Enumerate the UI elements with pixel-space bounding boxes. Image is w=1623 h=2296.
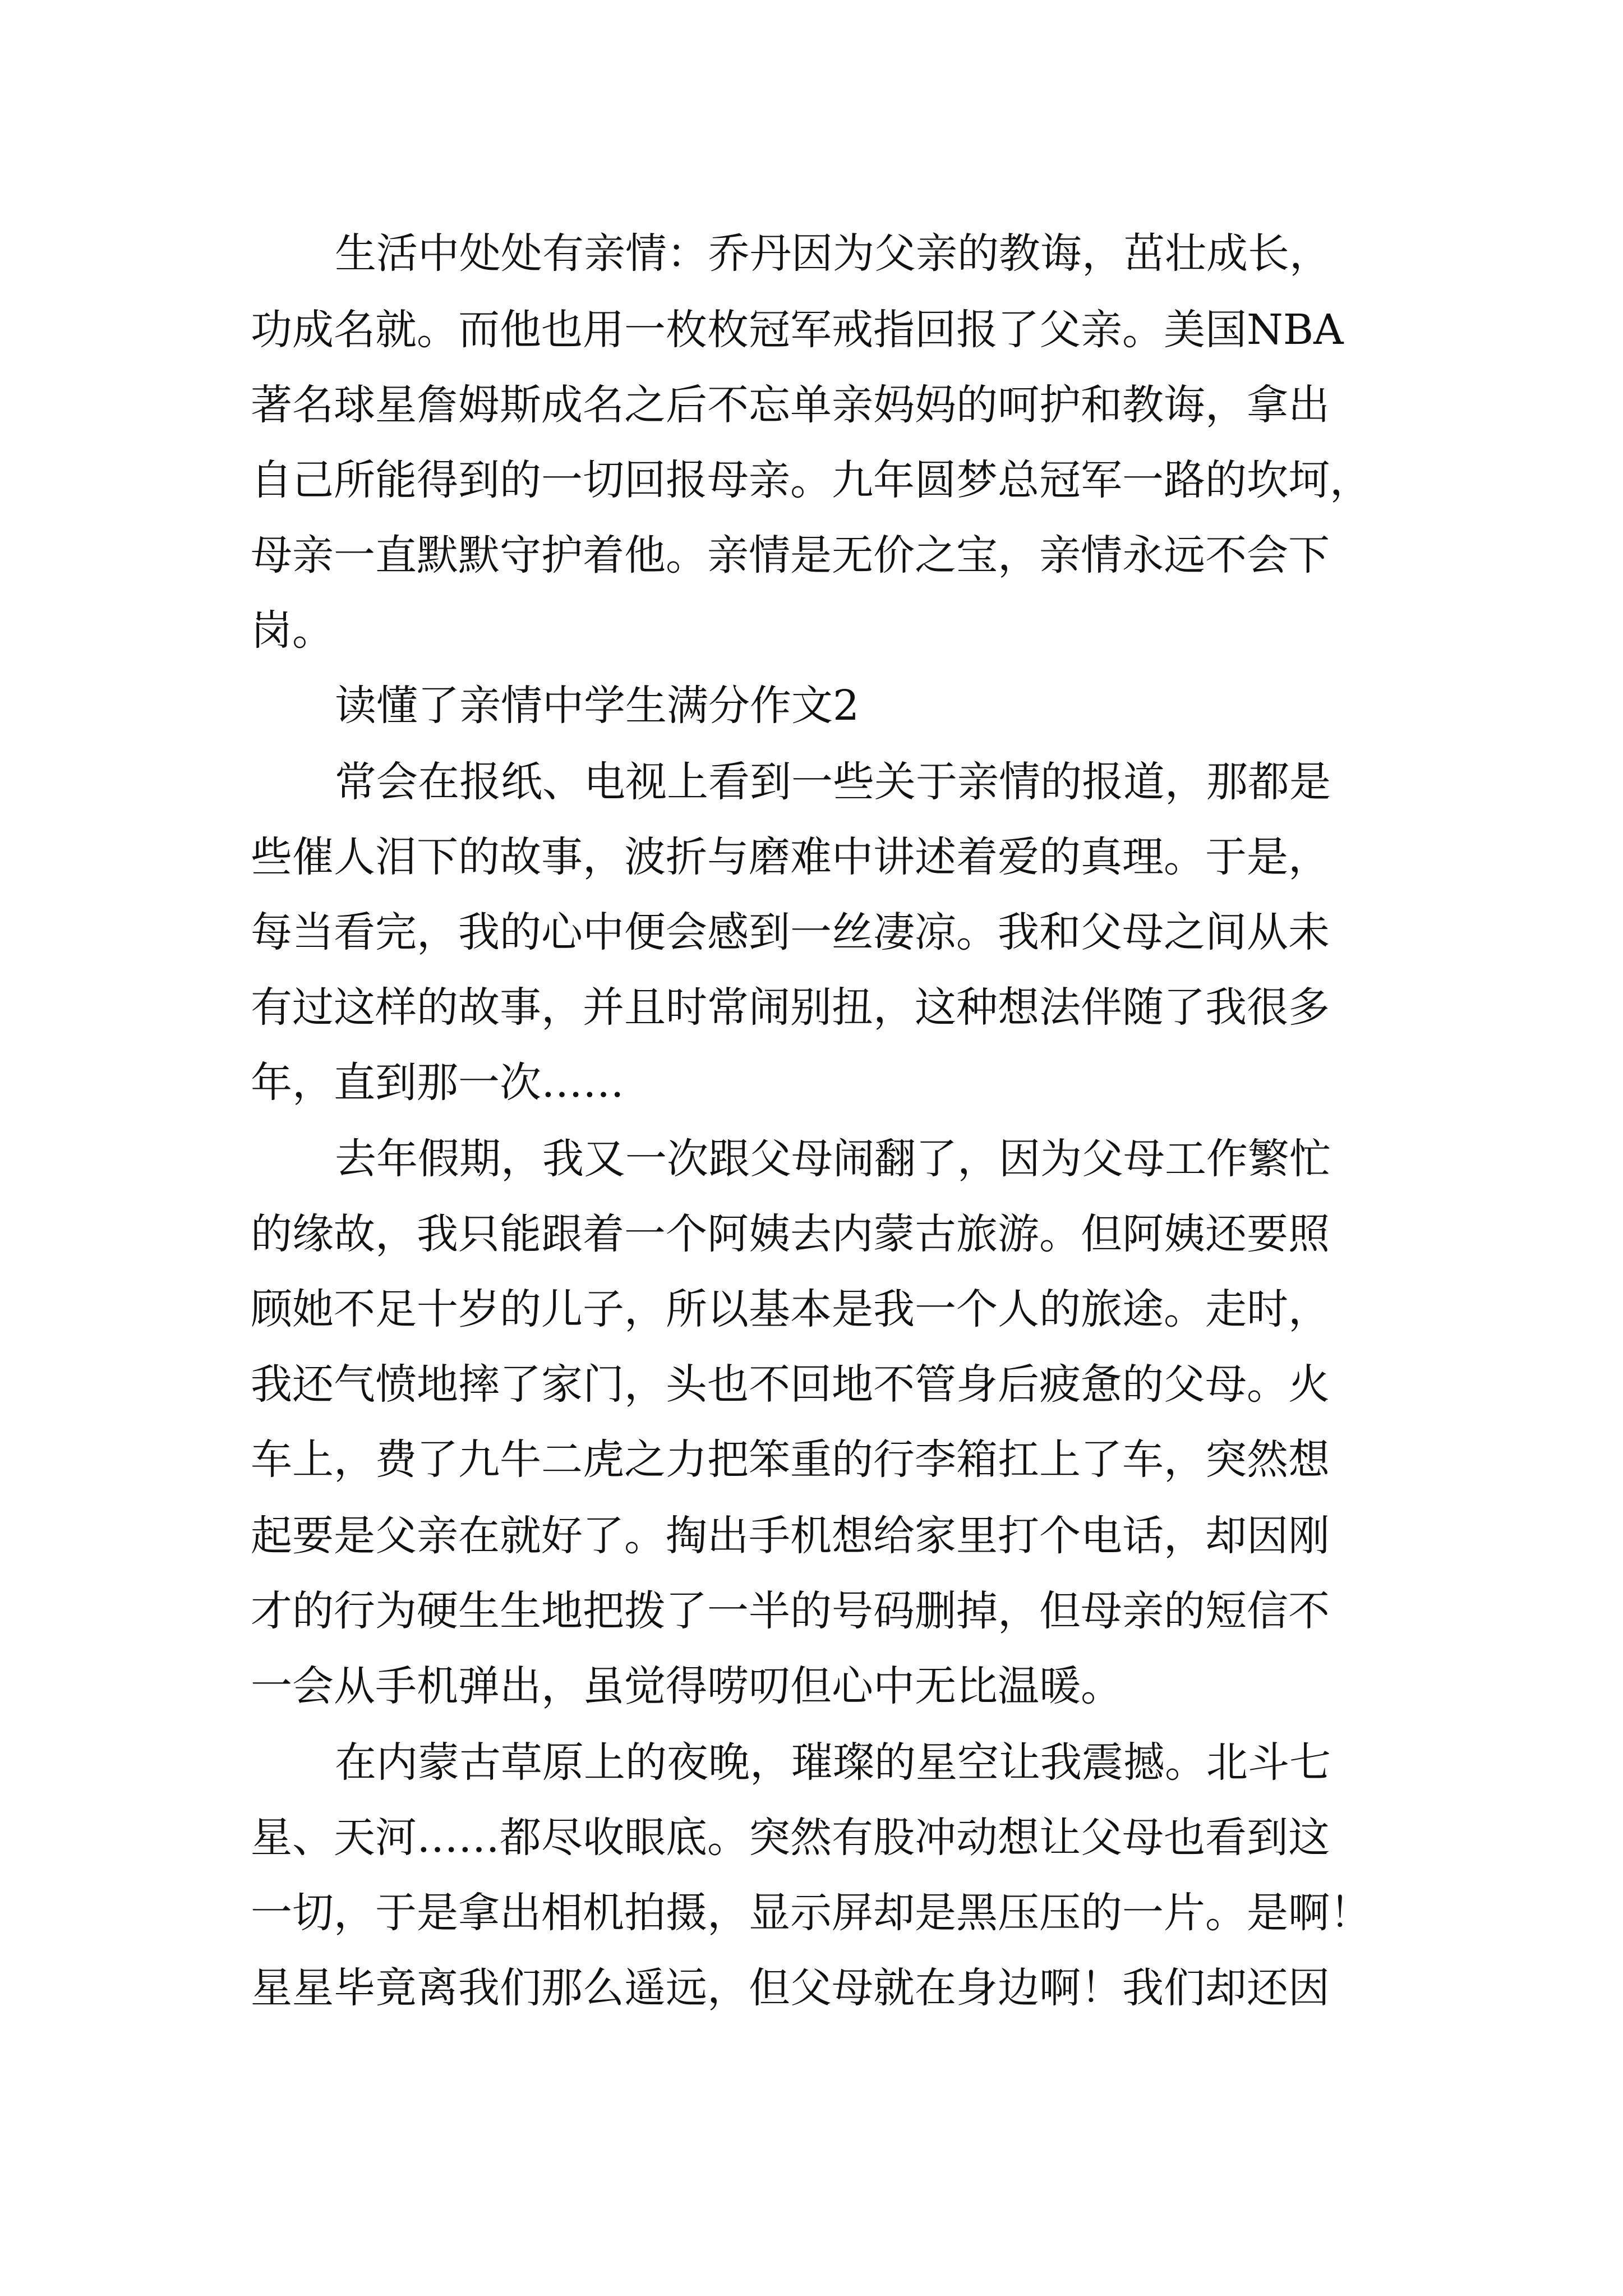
text-line: 起要是父亲在就好了。掏出手机想给家里打个电话，却因刚 [251, 1512, 1330, 1560]
text-line: 些催人泪下的故事，波折与磨难中讲述着爱的真理。于是， [251, 833, 1330, 881]
section-heading: 读懂了亲情中学生满分作文2 [335, 682, 860, 730]
text-line: 有过这样的故事，并且时常闹别扭，这种想法伴随了我很多 [251, 983, 1330, 1032]
text-line: 常会在报纸、电视上看到一些关于亲情的报道，那都是 [335, 758, 1331, 806]
text-line: 自己所能得到的一切回报母亲。九年圆梦总冠军一路的坎坷， [251, 456, 1371, 504]
text-line: 一切，于是拿出相机拍摄，显示屏却是黑压压的一片。是啊！ [251, 1889, 1371, 1937]
text-line: 才的行为硬生生地把拨了一半的号码删掉，但母亲的短信不 [251, 1587, 1330, 1635]
text-line: 的缘故，我只能跟着一个阿姨去内蒙古旅游。但阿姨还要照 [251, 1210, 1330, 1258]
text-line: 一会从手机弹出，虽觉得唠叨但心中无比温暖。 [251, 1662, 1122, 1710]
text-line: 岗。 [251, 606, 334, 655]
text-line: 年，直到那一次…… [251, 1059, 624, 1107]
text-line: 星、天河……都尽收眼底。突然有股冲动想让父母也看到这 [251, 1814, 1330, 1862]
text-line: 在内蒙古草原上的夜晚，璀璨的星空让我震撼。北斗七 [335, 1738, 1331, 1787]
text-line: 生活中处处有亲情：乔丹因为父亲的教诲，茁壮成长， [335, 229, 1331, 278]
text-line: 功成名就。而他也用一枚枚冠军戒指回报了父亲。美国NBA [251, 306, 1344, 354]
text-line: 去年假期，我又一次跟父母闹翻了，因为父母工作繁忙 [335, 1135, 1331, 1183]
text-line: 母亲一直默默守护着他。亲情是无价之宝，亲情永远不会下 [251, 531, 1330, 579]
text-line: 车上，费了九牛二虎之力把笨重的行李箱扛上了车，突然想 [251, 1435, 1330, 1484]
text-line: 著名球星詹姆斯成名之后不忘单亲妈妈的呵护和教诲，拿出 [251, 381, 1330, 429]
text-line: 每当看完，我的心中便会感到一丝凄凉。我和父母之间从未 [251, 908, 1330, 956]
text-line: 我还气愤地摔了家门，头也不回地不管身后疲惫的父母。火 [251, 1360, 1330, 1409]
text-line: 星星毕竟离我们那么遥远，但父母就在身边啊！我们却还因 [251, 1964, 1330, 2012]
text-line: 顾她不足十岁的儿子，所以基本是我一个人的旅途。走时， [251, 1285, 1330, 1333]
